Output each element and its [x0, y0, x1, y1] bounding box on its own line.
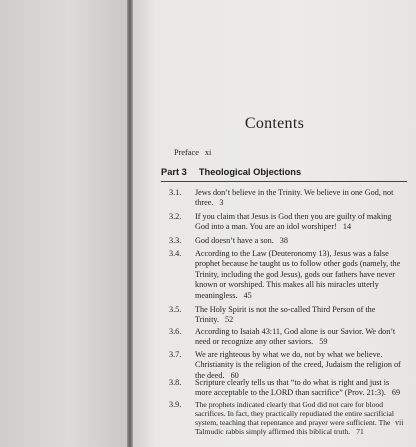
- entry-text: According to Isaiah 43:11, God alone is our Savior. We don’t need or recognize any other saviors.: [195, 327, 396, 347]
- right-page: [133, 0, 416, 447]
- entry-number: 3.2.: [169, 212, 182, 221]
- entry-text: We are righteous by what we do, not by what we believe. Christianity is the religion of the creed, Judaism the religion of the deed.: [195, 350, 401, 380]
- preface-entry: [174, 148, 211, 157]
- entry-text: God doesn’t have a son.: [195, 236, 274, 245]
- entry-page-number: 52: [224, 315, 234, 325]
- entry-number: 3.9.: [169, 400, 182, 409]
- page-title: Contents: [244, 115, 305, 132]
- part-label: Part 3: [161, 167, 187, 177]
- entry-text: Jews don’t believe in the Trinity. We believe in one God, not three.: [195, 188, 394, 208]
- entry-text: The prophets indicated clearly that God did not care for blood sacrifices. In fact, they practically repudiated the entire sacrificial system, teaching that repentance and prayer were sufficient. The Talmudic rabbis simply affirmed this biblical truth.: [195, 400, 395, 436]
- entry-number: 3.4.: [169, 249, 182, 258]
- preface-page-number: xi: [204, 148, 212, 157]
- preface-label: Preface: [174, 148, 199, 157]
- entry-number: 3.7.: [169, 350, 182, 359]
- entry-number: 3.1.: [169, 188, 182, 197]
- entry-page-number: 69: [391, 388, 401, 398]
- entry-text: The Holy Spirit is not the so-called Third Person of the Trinity.: [195, 305, 376, 325]
- entry-text: Scripture clearly tells us that “to do what is right and just is more acceptable to the LORD than sacrifice” (Prov. 21:3).: [195, 378, 390, 398]
- left-page: [0, 0, 127, 447]
- entry-page-number: 38: [279, 236, 288, 245]
- part-divider: [161, 181, 407, 182]
- entry-page-number: 14: [342, 222, 352, 232]
- entry-page-number: 45: [243, 290, 252, 300]
- entry-page-number: 59: [319, 337, 328, 347]
- page-folio: vii: [395, 418, 404, 427]
- entry-text: If you claim that Jesus is God then you are guilty of making God into a man. You are an idol worshiper!: [195, 212, 392, 232]
- entry-page-number: 71: [356, 427, 364, 436]
- entry-page-number: 60: [230, 370, 239, 380]
- entry-page-number: 3: [219, 198, 224, 208]
- part-heading: [161, 167, 301, 177]
- entry-number: 3.6.: [169, 327, 182, 336]
- entry-number: 3.3.: [169, 236, 182, 245]
- entry-number: 3.8.: [169, 378, 182, 387]
- entry-number: 3.5.: [169, 305, 182, 314]
- part-title: Theological Objections: [198, 167, 302, 177]
- entry-text: According to the Law (Deuteronomy 13), Jesus was a false prophet because he taught us to follow other gods (namely, the Trinity, including the god Jesus), gods our fathers have never known or worshiped. This makes all his miracles utterly meaningless.: [195, 249, 401, 300]
